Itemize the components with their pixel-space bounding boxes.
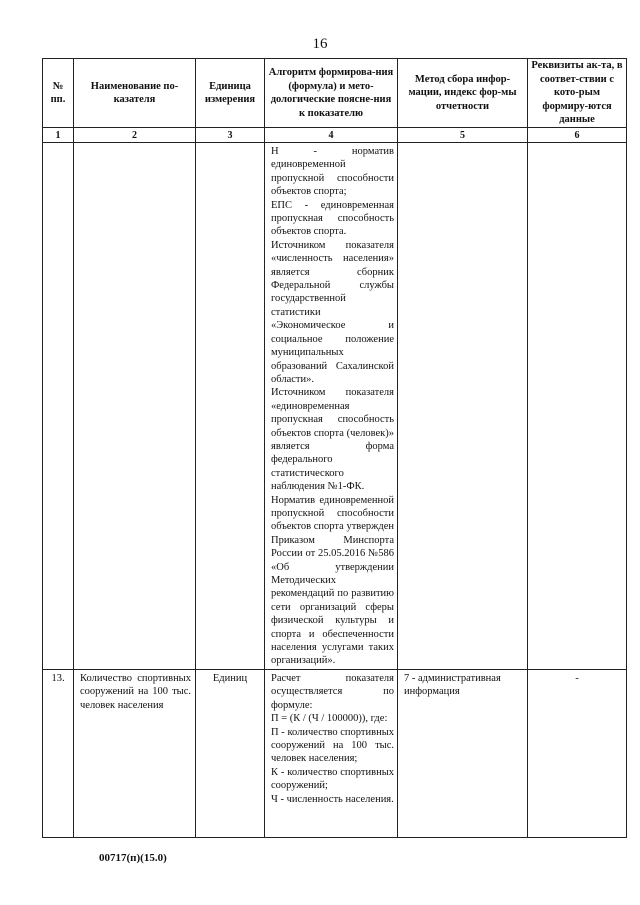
cell-method: [398, 143, 528, 670]
cell-number: 13.: [43, 670, 74, 838]
algorithm-paragraph: К - количество спортивных сооружений;: [271, 766, 394, 792]
algorithm-paragraph: Источником показателя «численность населения» является сборник Федеральной службы государственной статистики «Экономическое и социальное положение муниципальных образований Сахалинской области».: [271, 239, 394, 385]
column-number: 3: [196, 128, 265, 143]
header-method: Метод сбора инфор-мации, индекс фор-мы отчетности: [398, 59, 528, 128]
table-row-continuation: [43, 143, 627, 670]
cell-name: Количество спортивных сооружений на 100 тыс. человек населения: [74, 670, 196, 838]
table-row-13: [43, 670, 627, 838]
algorithm-paragraph: П = (К / (Ч / 100000)), где:: [271, 713, 388, 725]
indicator-table: [42, 58, 627, 838]
algorithm-paragraph: Н - норматив единовременной пропускной способности объектов спорта;: [271, 146, 394, 198]
column-number: 5: [398, 128, 528, 143]
cell-unit: [196, 143, 265, 670]
header-indicator-name: Наименование по-казателя: [74, 59, 196, 128]
cell-number: [43, 143, 74, 670]
document-code: 00717(п)(15.0): [99, 852, 167, 864]
header-requisites: Реквизиты ак-та, в соответ-ствии с кото-рым формиру-ются данные: [528, 59, 627, 128]
page-number: 16: [312, 36, 328, 52]
cell-unit: Единиц: [196, 670, 265, 838]
header-algorithm: Алгоритм формирова-ния (формула) и мето-дологические поясне-ния к показателю: [265, 59, 398, 128]
header-unit: Единица измерения: [196, 59, 265, 128]
cell-algorithm: [265, 143, 398, 670]
algorithm-paragraph: П - количество спортивных сооружений на 100 тыс. человек населения;: [271, 726, 394, 765]
algorithm-paragraph: Расчет показателя осуществляется по формуле:: [271, 673, 394, 711]
algorithm-paragraph: Ч - численность населения.: [271, 793, 394, 805]
algorithm-paragraph: Норматив единовременной пропускной способности объектов спорта утвержден Приказом Минспорта России от 25.05.2016 №586 «Об утверждении Методических рекомендаций по развитию сети организаций сферы физической культуры и спорта и обеспеченности населения услугами таких организаций».: [271, 494, 394, 667]
column-number: 2: [74, 128, 196, 143]
table-header-row: [43, 59, 627, 128]
column-number-row: [43, 128, 627, 143]
algorithm-paragraph: Источником показателя «единовременная пропускная способность объектов спорта (человек)» является форма федерального статистического наблюдения №1-ФК.: [271, 387, 394, 493]
cell-algorithm: [265, 670, 398, 838]
cell-name: [74, 143, 196, 670]
column-number: 6: [528, 128, 627, 143]
cell-method: 7 - административная информация: [398, 670, 528, 838]
cell-requisites: [528, 143, 627, 670]
algorithm-paragraph: ЕПС - единовременная пропускная способность объектов спорта.: [271, 199, 394, 238]
column-number: 4: [265, 128, 398, 143]
column-number: 1: [43, 128, 74, 143]
header-number: № пп.: [43, 59, 74, 128]
cell-requisites: -: [528, 670, 627, 838]
